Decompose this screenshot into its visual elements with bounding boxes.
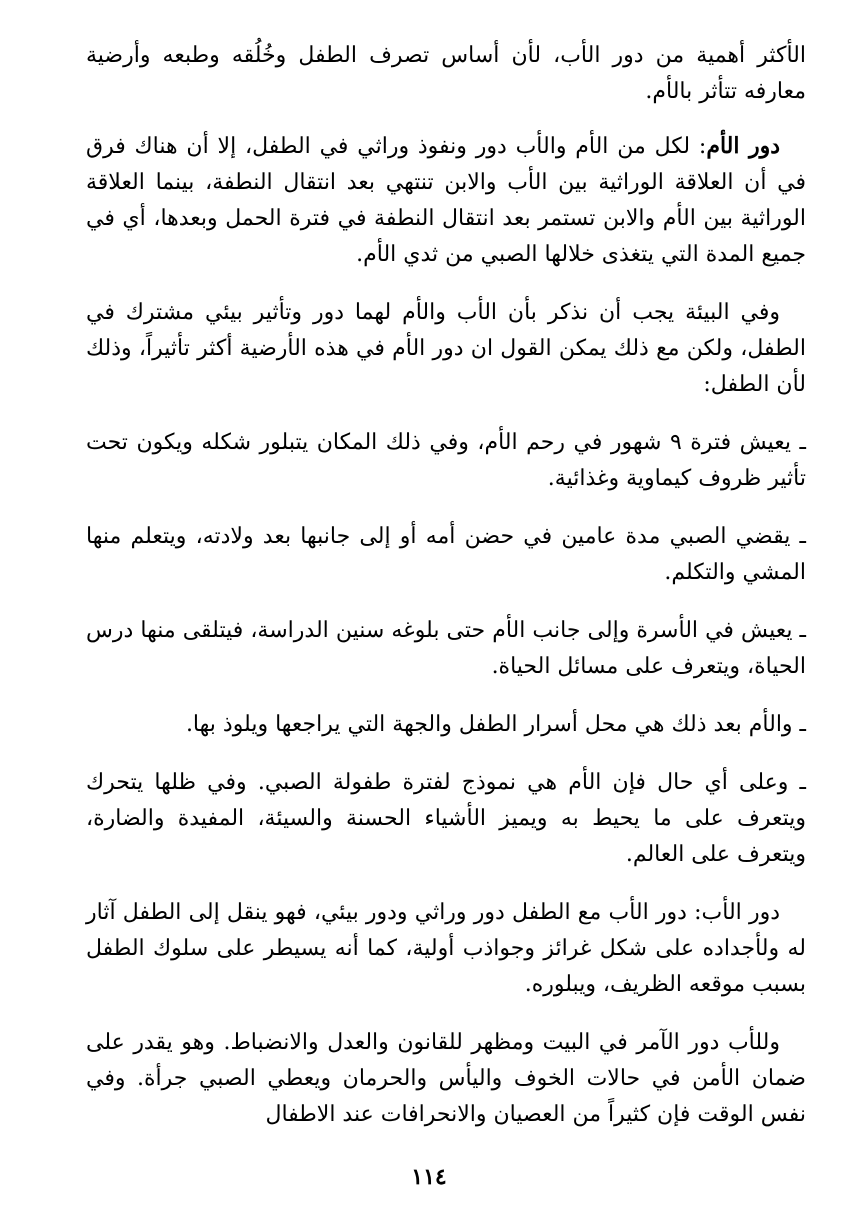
list-item-family: ـ يعيش في الأسرة وإلى جانب الأم حتى بلوغه سنين الدراسة، فيتلقى منها درس الحياة، ويتعرف على مسائل الحياة. — [86, 618, 806, 679]
list-item-model: ـ وعلى أي حال فإن الأم هي نموذج لفترة طفولة الصبي. وفي ظلها يتحرك ويتعرف على ما يحيط به ويميز الأشياء الحسنة والسيئة، المفيدة والضارة، ويتعرف على العالم. — [86, 770, 806, 867]
paragraph-father-role: دور الأب: دور الأب مع الطفل دور وراثي ودور بيئي، فهو ينقل إلى الطفل آثار له ولأجداده على شكل غرائز وجواذب أولية، كما أنه يسيطر على سلوك الطفل بسبب موقعه الظريف، ويبلوره. — [86, 900, 806, 997]
paragraph-environment: وفي البيئة يجب أن نذكر بأن الأب والأم لهما دور وتأثير بيئي مشترك في الطفل، ولكن مع ذلك يمكن القول ان دور الأم في هذه الأرضية أكثر تأثيراً، وذلك لأن الطفل: — [86, 300, 806, 397]
list-item-two-years: ـ يقضي الصبي مدة عامين في حضن أمه أو إلى جانبها بعد ولادته، ويتعلم منها المشي والتكلم. — [86, 524, 806, 585]
section-heading-mother: دور الأم — [706, 133, 780, 159]
page-number: ١١٤ — [411, 1164, 447, 1190]
paragraph-father-authority: وللأب دور الآمر في البيت ومظهر للقانون والعدل والانضباط. وهو يقدر على ضمان الأمن في حالات الخوف واليأس والحرمان ويعطي الصبي جرأة. وفي نفس الوقت فإن كثيراً من العصيان والانحرافات عند الاطفال — [86, 1030, 806, 1127]
paragraph-continuation: الأكثر أهمية من دور الأب، لأن أساس تصرف الطفل وخُلُقه وطبعه وأرضية معارفه تتأثر بالأم. — [86, 43, 806, 104]
paragraph-mother-role: دور الأم: لكل من الأم والأب دور ونفوذ وراثي في الطفل، إلا أن هناك فرق في أن العلاقة الوراثية بين الأب والابن تنتهي بعد انتقال النطفة، بينما العلاقة الوراثية بين الأم والابن تستمر بعد انتقال النطفة في فترة الحمل وبعدها، أي في جميع المدة التي يتغذى خلالها الصبي من ثدي الأم. — [86, 133, 806, 267]
list-item-secrets: ـ والأم بعد ذلك هي محل أسرار الطفل والجهة التي يراجعها ويلوذ بها. — [185, 712, 806, 737]
list-item-womb: ـ يعيش فترة ٩ شهور في رحم الأم، وفي ذلك المكان يتبلور شكله ويكون تحت تأثير ظروف كيماوية وغذائية. — [86, 430, 807, 491]
